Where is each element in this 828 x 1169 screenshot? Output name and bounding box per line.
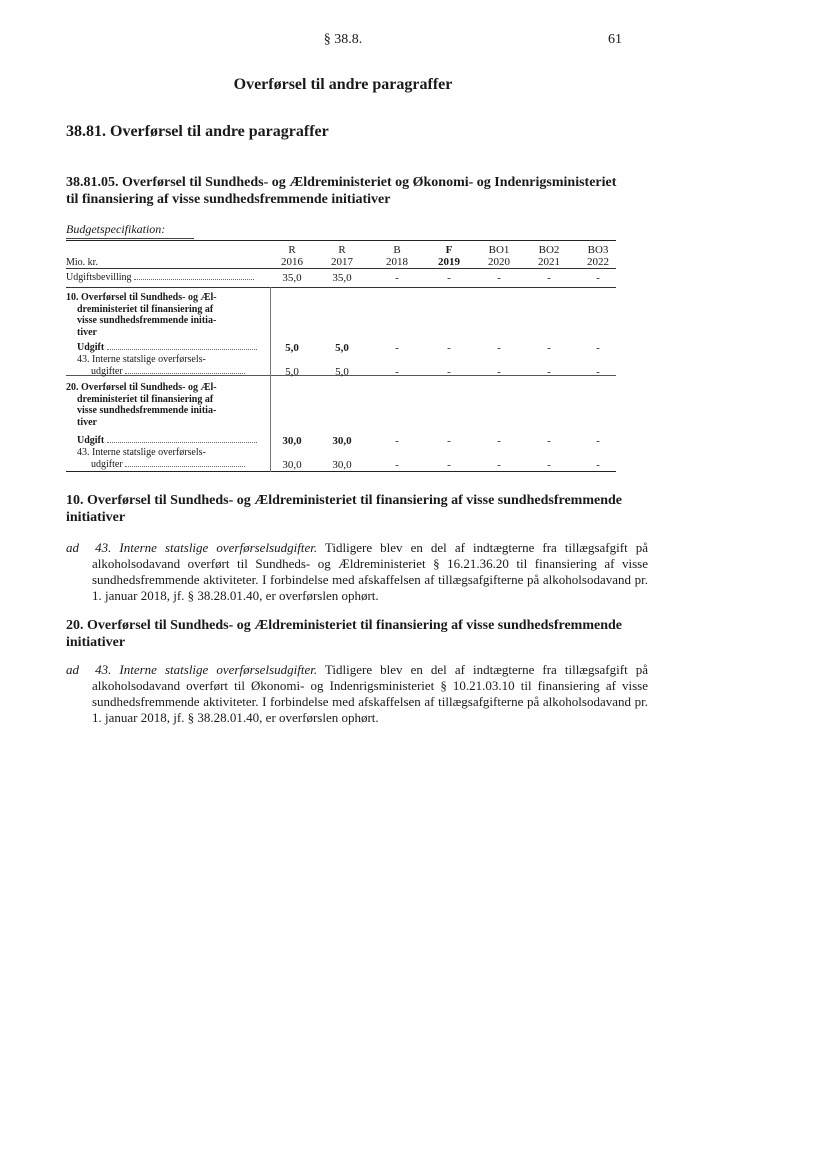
column-header <box>576 244 620 268</box>
table-cell: 35,0 <box>282 272 302 284</box>
table-cell: - <box>395 366 399 378</box>
table-cell: - <box>497 366 501 378</box>
table-cell: - <box>547 435 551 447</box>
table-bottom-rule <box>66 471 616 472</box>
unit-label: Mio. kr. <box>66 257 98 268</box>
table-cell: 30,0 <box>332 459 352 471</box>
table-cell: - <box>547 342 551 354</box>
table-cell: - <box>497 435 501 447</box>
table-group-title: 20. Overførsel til Sundheds- og Æl- dreministeriet til finansiering af visse sundhedsfremmende initia- tiver <box>66 382 217 428</box>
table-cell: 30,0 <box>282 435 302 447</box>
table-cell: 35,0 <box>332 272 352 284</box>
column-header <box>375 244 419 268</box>
table-cell: - <box>447 342 451 354</box>
table-cell: 5,0 <box>285 342 299 354</box>
table-cell: 30,0 <box>282 459 302 471</box>
column-header <box>527 244 571 268</box>
column-year: 2022 <box>587 256 609 268</box>
table-header-rule <box>66 268 616 269</box>
column-code: B <box>393 244 401 256</box>
table-cell: - <box>596 459 600 471</box>
section-heading: 20. Overførsel til Sundheds- og Ældreministeriet til finansiering af visse sundhedsfremmende initiativer <box>66 618 622 650</box>
table-cell: 30,0 <box>332 435 352 447</box>
table-cell: - <box>497 272 501 284</box>
table-cell: - <box>395 342 399 354</box>
table-row-label: Udgift <box>77 342 267 354</box>
table-cell: - <box>447 366 451 378</box>
table-row-label: 43. Interne statslige overførsels- udgifter <box>77 447 267 470</box>
column-code: BO1 <box>488 244 510 256</box>
column-header <box>320 244 364 268</box>
page-title: Overførsel til andre paragraffer <box>233 76 453 93</box>
section-paragraph: ad 43. Interne statslige overførselsudgifter. Tidligere blev en del af indtægterne fra tillægsafgift på alkoholsodavand overført til Sundheds- og Ældreministeriet § 16.21.36.20 til finansiering af visse sundhedsfremmende aktiviteter. I forbindelse med afskaffelsen af tillægsafgifterne på alkoholsodavand pr. 1. januar 2018, jf. § 38.28.01.40, er overførslen ophørt. <box>66 540 649 603</box>
column-code: F <box>445 244 453 256</box>
column-code: BO2 <box>538 244 560 256</box>
table-cell: - <box>596 272 600 284</box>
table-row-label: Udgift <box>77 435 267 447</box>
table-cell: - <box>497 342 501 354</box>
table-cell: - <box>596 366 600 378</box>
page-number: 61 <box>608 32 622 47</box>
column-year: 2019 <box>438 256 460 268</box>
column-year: 2017 <box>331 256 353 268</box>
table-cell: - <box>395 459 399 471</box>
table-total-rule <box>66 287 616 288</box>
section-paragraph: ad 43. Interne statslige overførselsudgifter. Tidligere blev en del af indtægterne fra tillægsafgift på alkoholsodavand overført til Økonomi- og Indenrigsministeriet § 10.21.03.10 til finansiering af visse sundhedsfremmende aktiviteter. I forbindelse med afskaffelsen af tillægsafgifterne på alkoholsodavand pr. 1. januar 2018, jf. § 38.28.01.40, er overførslen ophørt. <box>66 662 649 725</box>
table-top-rule <box>66 240 616 241</box>
table-cell: - <box>447 435 451 447</box>
column-year: 2021 <box>538 256 560 268</box>
table-group-title: 10. Overførsel til Sundheds- og Æl- dreministeriet til finansiering af visse sundhedsfremmende initia- tiver <box>66 292 217 338</box>
column-header <box>477 244 521 268</box>
table-cell: - <box>395 435 399 447</box>
table-cell: - <box>547 272 551 284</box>
column-code: R <box>288 244 296 256</box>
table-cell: - <box>395 272 399 284</box>
table-cell: - <box>447 272 451 284</box>
table-cell: - <box>596 435 600 447</box>
table-cell: - <box>596 342 600 354</box>
table-row-label: 43. Interne statslige overførsels- udgifter <box>77 354 267 377</box>
caption-underline <box>66 238 194 239</box>
table-cell: 5,0 <box>335 342 349 354</box>
table-cell: - <box>547 459 551 471</box>
table-cell: - <box>497 459 501 471</box>
column-year: 2018 <box>386 256 408 268</box>
column-code: R <box>338 244 346 256</box>
column-code: BO3 <box>587 244 609 256</box>
table-cell: - <box>447 459 451 471</box>
table-caption: Budgetspecifikation: <box>66 222 166 236</box>
table-cell: - <box>547 366 551 378</box>
table-cell: 5,0 <box>335 366 349 378</box>
table-row-label: Udgiftsbevilling <box>66 272 266 284</box>
table-cell: 5,0 <box>285 366 299 378</box>
column-header <box>270 244 314 268</box>
subsection-title: 38.81.05. Overførsel til Sundheds- og Ældreministeriet og Økonomi- og Indenrigsministeriet til finansiering af visse sundhedsfremmende initiativer <box>66 175 617 207</box>
section-title: 38.81. Overførsel til andre paragraffer <box>66 123 329 140</box>
column-year: 2016 <box>281 256 303 268</box>
section-heading: 10. Overførsel til Sundheds- og Ældreministeriet til finansiering af visse sundhedsfremmende initiativer <box>66 493 622 525</box>
column-year: 2020 <box>488 256 510 268</box>
section-header: § 38.8. <box>323 32 363 47</box>
column-header <box>427 244 471 268</box>
